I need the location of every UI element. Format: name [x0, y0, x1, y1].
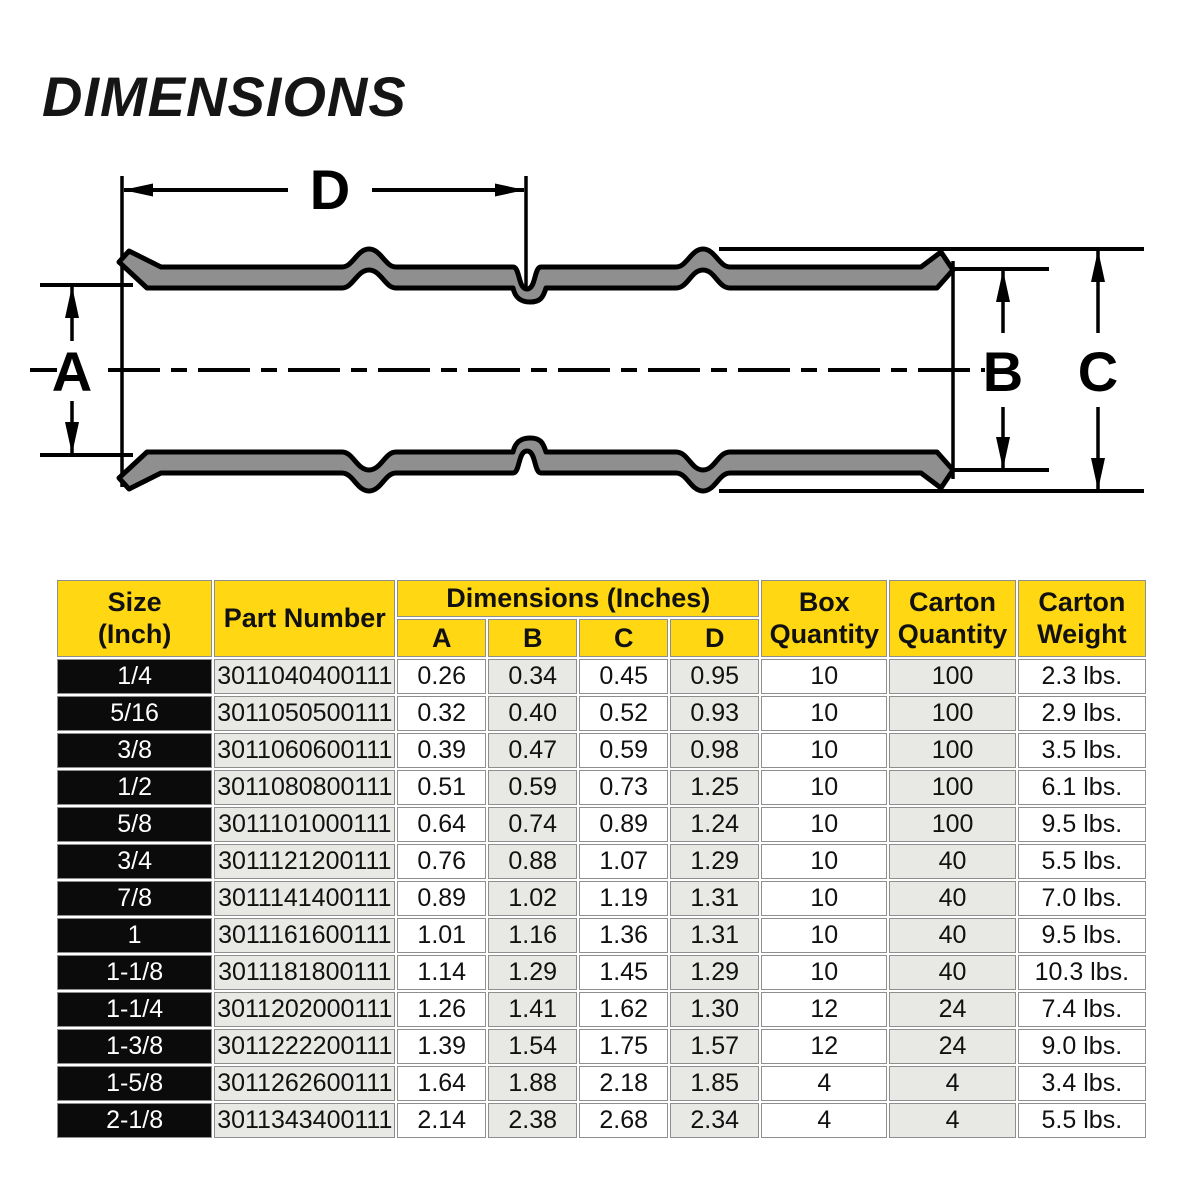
cell-d: 0.93 [670, 696, 759, 731]
cell-carton: 40 [889, 955, 1015, 990]
cell-d: 1.29 [670, 955, 759, 990]
cell-d: 1.30 [670, 992, 759, 1027]
cell-weight: 6.1 lbs. [1018, 770, 1146, 805]
cell-part: 3011060600111 [214, 733, 395, 768]
cell-a: 1.39 [397, 1029, 486, 1064]
cell-weight: 2.3 lbs. [1018, 659, 1146, 694]
cell-d: 2.34 [670, 1103, 759, 1138]
table-row [57, 696, 1146, 731]
cell-size: 5/8 [57, 807, 212, 842]
cell-weight: 7.0 lbs. [1018, 881, 1146, 916]
cell-c: 0.45 [579, 659, 668, 694]
dim-label-a: A [51, 340, 93, 403]
cell-d: 1.29 [670, 844, 759, 879]
d-left-arrowhead [123, 184, 153, 197]
cell-d: 0.95 [670, 659, 759, 694]
cell-weight: 10.3 lbs. [1018, 955, 1146, 990]
cell-part: 3011080800111 [214, 770, 395, 805]
cell-box: 4 [761, 1103, 887, 1138]
header-dim-c: C [579, 619, 668, 657]
cell-box: 4 [761, 1066, 887, 1101]
cell-carton: 24 [889, 992, 1015, 1027]
cell-box: 10 [761, 918, 887, 953]
cell-part: 3011181800111 [214, 955, 395, 990]
table-row [57, 1066, 1146, 1101]
cell-box: 12 [761, 1029, 887, 1064]
cell-carton: 24 [889, 1029, 1015, 1064]
c-down-arrowhead [1091, 458, 1105, 490]
table-row [57, 992, 1146, 1027]
cell-d: 1.57 [670, 1029, 759, 1064]
cell-box: 12 [761, 992, 887, 1027]
cell-carton: 4 [889, 1103, 1015, 1138]
header-dim-b: B [488, 619, 577, 657]
d-right-arrowhead [495, 184, 525, 197]
header-box-quantity [761, 580, 887, 657]
cell-carton: 100 [889, 807, 1015, 842]
table-row [57, 844, 1146, 879]
b-down-arrowhead [996, 437, 1010, 469]
cell-c: 0.52 [579, 696, 668, 731]
cell-b: 1.41 [488, 992, 577, 1027]
a-up-arrowhead [65, 286, 79, 318]
dim-label-d: D [309, 158, 351, 221]
cell-weight: 5.5 lbs. [1018, 844, 1146, 879]
header-dim-a: A [397, 619, 486, 657]
cell-part: 3011050500111 [214, 696, 395, 731]
cell-carton: 100 [889, 696, 1015, 731]
header-size-line1: Size [107, 587, 162, 618]
cell-c: 1.75 [579, 1029, 668, 1064]
header-dimensions-group: Dimensions (Inches) [397, 580, 759, 617]
cell-a: 0.64 [397, 807, 486, 842]
table-row [57, 918, 1146, 953]
cell-size: 1-1/8 [57, 955, 212, 990]
cell-a: 1.01 [397, 918, 486, 953]
table-row [57, 733, 1146, 768]
cell-c: 0.73 [579, 770, 668, 805]
cell-carton: 100 [889, 770, 1015, 805]
table-row [57, 955, 1146, 990]
cell-size: 1/4 [57, 659, 212, 694]
cell-weight: 3.5 lbs. [1018, 733, 1146, 768]
table-row [57, 770, 1146, 805]
cell-a: 0.39 [397, 733, 486, 768]
cell-a: 1.14 [397, 955, 486, 990]
cell-size: 1-1/4 [57, 992, 212, 1027]
cell-weight: 3.4 lbs. [1018, 1066, 1146, 1101]
cell-carton: 100 [889, 659, 1015, 694]
a-down-arrowhead [65, 422, 79, 454]
cell-size: 1/2 [57, 770, 212, 805]
cell-size: 1 [57, 918, 212, 953]
dim-label-b: B [982, 340, 1024, 403]
cell-weight: 7.4 lbs. [1018, 992, 1146, 1027]
cell-d: 0.98 [670, 733, 759, 768]
cell-box: 10 [761, 770, 887, 805]
cell-carton: 40 [889, 918, 1015, 953]
cell-d: 1.25 [670, 770, 759, 805]
table-row [57, 881, 1146, 916]
cell-part: 3011262600111 [214, 1066, 395, 1101]
cell-c: 2.68 [579, 1103, 668, 1138]
cell-box: 10 [761, 881, 887, 916]
cell-size: 1-3/8 [57, 1029, 212, 1064]
cell-weight: 2.9 lbs. [1018, 696, 1146, 731]
cell-part: 3011222200111 [214, 1029, 395, 1064]
table-row [57, 659, 1146, 694]
cell-b: 0.34 [488, 659, 577, 694]
header-weight-line1: Carton [1038, 587, 1126, 618]
cell-box: 10 [761, 696, 887, 731]
cell-b: 0.40 [488, 696, 577, 731]
cell-c: 1.62 [579, 992, 668, 1027]
cell-b: 2.38 [488, 1103, 577, 1138]
cell-a: 2.14 [397, 1103, 486, 1138]
header-part-number: Part Number [214, 580, 395, 657]
cell-part: 3011040400111 [214, 659, 395, 694]
cell-d: 1.31 [670, 881, 759, 916]
cell-b: 0.88 [488, 844, 577, 879]
cell-box: 10 [761, 955, 887, 990]
cell-a: 1.26 [397, 992, 486, 1027]
cell-carton: 100 [889, 733, 1015, 768]
cell-carton: 40 [889, 881, 1015, 916]
cell-size: 7/8 [57, 881, 212, 916]
extension-lines [40, 176, 1144, 491]
header-carton-line2: Quantity [897, 618, 1008, 649]
header-size-line2: (Inch) [97, 618, 172, 649]
cell-b: 0.59 [488, 770, 577, 805]
cell-weight: 9.5 lbs. [1018, 918, 1146, 953]
cell-a: 0.32 [397, 696, 486, 731]
dimensions-table [55, 578, 1148, 1140]
cell-part: 3011343400111 [214, 1103, 395, 1138]
cell-d: 1.31 [670, 918, 759, 953]
cell-part: 3011141400111 [214, 881, 395, 916]
cell-part: 3011202000111 [214, 992, 395, 1027]
cell-part: 3011101000111 [214, 807, 395, 842]
cell-part: 3011161600111 [214, 918, 395, 953]
cell-d: 1.24 [670, 807, 759, 842]
cell-b: 1.29 [488, 955, 577, 990]
cell-b: 1.88 [488, 1066, 577, 1101]
b-up-arrowhead [996, 270, 1010, 302]
header-carton-weight [1018, 580, 1146, 657]
cell-size: 1-5/8 [57, 1066, 212, 1101]
cell-a: 0.26 [397, 659, 486, 694]
cell-size: 3/8 [57, 733, 212, 768]
cell-size: 2-1/8 [57, 1103, 212, 1138]
header-box-line1: Box [798, 587, 850, 618]
coupling-dimension-diagram [0, 140, 1200, 570]
cell-b: 0.47 [488, 733, 577, 768]
cell-box: 10 [761, 659, 887, 694]
coupling-top-wall [119, 249, 953, 302]
cell-weight: 5.5 lbs. [1018, 1103, 1146, 1138]
page-title: DIMENSIONS [42, 65, 407, 128]
header-weight-line2: Weight [1037, 618, 1127, 649]
cell-box: 10 [761, 807, 887, 842]
cell-c: 1.45 [579, 955, 668, 990]
cell-weight: 9.5 lbs. [1018, 807, 1146, 842]
cell-a: 0.51 [397, 770, 486, 805]
cell-b: 0.74 [488, 807, 577, 842]
cell-part: 3011121200111 [214, 844, 395, 879]
c-up-arrowhead [1091, 250, 1105, 282]
cell-size: 3/4 [57, 844, 212, 879]
cell-a: 0.89 [397, 881, 486, 916]
cell-c: 1.07 [579, 844, 668, 879]
table-row [57, 1103, 1146, 1138]
cell-c: 0.59 [579, 733, 668, 768]
table-row [57, 807, 1146, 842]
cell-b: 1.02 [488, 881, 577, 916]
cell-c: 1.36 [579, 918, 668, 953]
cell-b: 1.16 [488, 918, 577, 953]
cell-a: 1.64 [397, 1066, 486, 1101]
header-carton-quantity [889, 580, 1015, 657]
header-size [57, 580, 212, 657]
cell-b: 1.54 [488, 1029, 577, 1064]
header-carton-line1: Carton [909, 587, 997, 618]
cell-c: 0.89 [579, 807, 668, 842]
cell-d: 1.85 [670, 1066, 759, 1101]
dim-label-c: C [1077, 340, 1119, 403]
header-dim-d: D [670, 619, 759, 657]
table-row [57, 1029, 1146, 1064]
cell-a: 0.76 [397, 844, 486, 879]
coupling-bottom-wall [119, 438, 953, 491]
cell-c: 1.19 [579, 881, 668, 916]
header-box-line2: Quantity [769, 618, 880, 649]
cell-c: 2.18 [579, 1066, 668, 1101]
cell-weight: 9.0 lbs. [1018, 1029, 1146, 1064]
cell-carton: 4 [889, 1066, 1015, 1101]
cell-box: 10 [761, 844, 887, 879]
cell-box: 10 [761, 733, 887, 768]
cell-size: 5/16 [57, 696, 212, 731]
cell-carton: 40 [889, 844, 1015, 879]
